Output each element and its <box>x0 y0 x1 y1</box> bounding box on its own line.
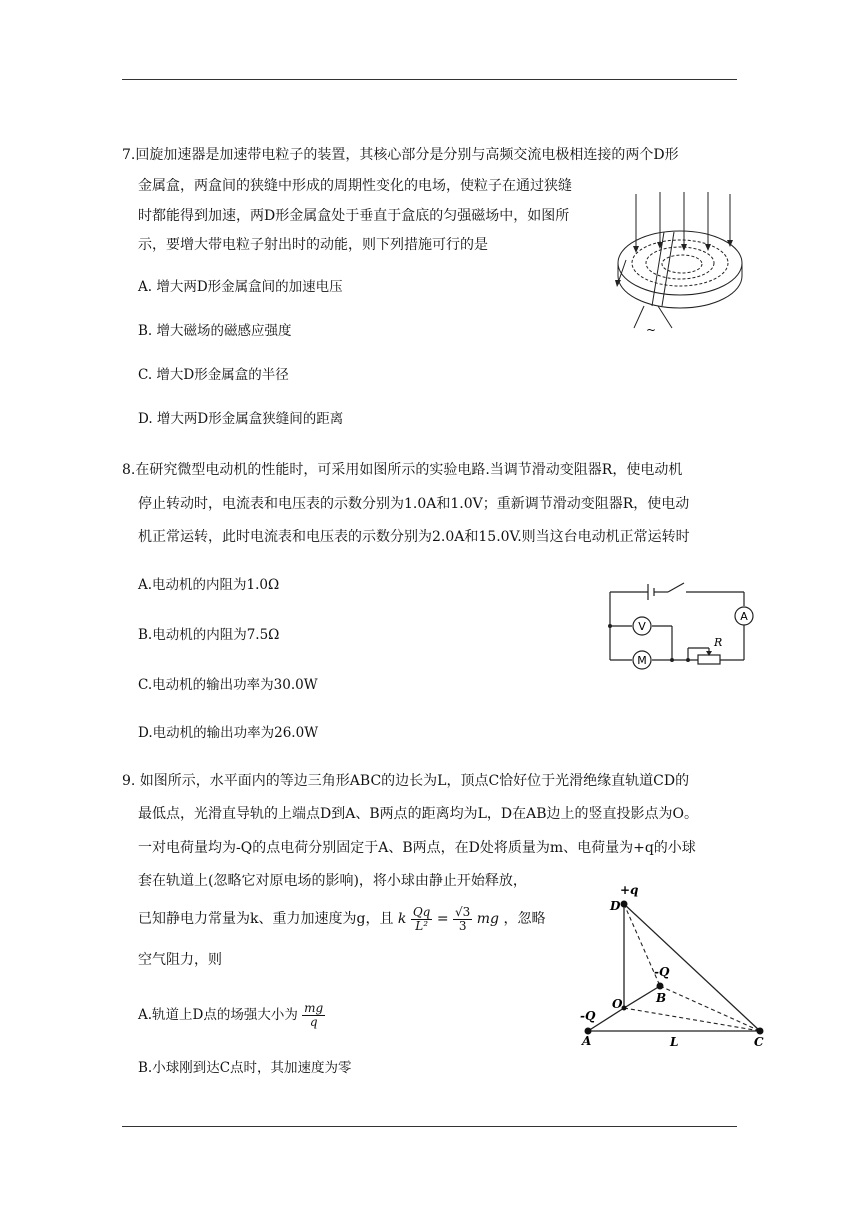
formula-den: L² <box>415 918 428 933</box>
q9-option-a-prefix: A.轨道上D点的场强大小为 <box>138 1007 298 1023</box>
q8-line-2: 停止转动时，电流表和电压表的示数分别为1.0A和1.0V；重新调节滑动变阻器R，使电动 <box>138 496 690 512</box>
motor-label: M <box>637 654 647 667</box>
q7-option-a: A. 增大两D形金属盒间的加速电压 <box>138 279 343 295</box>
q9-line-5 <box>138 904 545 934</box>
header-rule <box>122 79 737 80</box>
q9-line-4: 套在轨道上(忽略它对原电场的影响)，将小球由静止开始释放， <box>138 873 527 889</box>
q7-line-3: 时都能得到加速，两D形金属盒处于垂直于盒底的匀强磁场中，如图所 <box>138 208 570 224</box>
q8-option-d: D.电动机的输出功率为26.0W <box>138 725 319 741</box>
triangle-figure <box>578 880 768 1050</box>
label-o: O <box>612 997 623 1011</box>
q7-line-4: 示，要增大带电粒子射出时的动能，则下列措施可行的是 <box>138 237 488 253</box>
q9-option-a <box>138 1000 325 1030</box>
q9-line-3: 一对电荷量均为-Q的点电荷分别固定于A、B两点，在D处将质量为m、电荷量为+q的小球 <box>138 840 696 856</box>
q9-line-1: 9. 如图所示，水平面内的等边三角形ABC的边长为L，顶点C恰好位于光滑绝缘直轨道CD的 <box>122 773 690 789</box>
q9-line-2: 最低点，光滑直导轨的上端点D到A、B两点的距离均为L，D在AB边上的竖直投影点为O。 <box>138 806 699 822</box>
label-d: D <box>610 899 621 913</box>
label-c: C <box>754 1035 764 1049</box>
q9-line-6: 空气阻力，则 <box>138 952 222 968</box>
circuit-figure <box>604 580 766 670</box>
q9-line-5-suffix: ，忽略 <box>503 911 546 927</box>
q9-line-5-prefix: 已知静电力常量为k、重力加速度为g，且 <box>138 911 394 927</box>
q7-option-d: D. 增大两D形金属盒狭缝间的距离 <box>138 411 344 427</box>
q9-option-a-num: mg <box>304 1001 324 1015</box>
q8-line-3: 机正常运转，此时电流表和电压表的示数分别为2.0A和15.0V.则当这台电动机正常运转时 <box>138 529 690 545</box>
label-minus-q-b: -Q <box>654 965 670 979</box>
formula-num: Qq <box>412 904 431 919</box>
label-b: B <box>656 991 667 1005</box>
formula-frac-sqrt3 <box>453 906 472 933</box>
label-minus-q-a: -Q <box>580 1009 596 1023</box>
footer-rule <box>122 1126 737 1127</box>
q7-option-b: B. 增大磁场的磁感应强度 <box>138 323 292 339</box>
q8-line-1: 8.在研究微型电动机的性能时，可采用如图所示的实验电路.当调节滑动变阻器R，使电动机 <box>122 462 683 478</box>
cyclotron-figure <box>612 188 752 338</box>
q9-option-a-frac <box>302 1002 325 1029</box>
q9-option-a-den: q <box>309 1015 318 1029</box>
label-l: L <box>670 1035 679 1049</box>
ammeter-label: A <box>740 610 748 623</box>
q9-option-b: B.小球刚到达C点时，其加速度为零 <box>138 1060 352 1076</box>
voltmeter-label: V <box>638 620 646 633</box>
q8-option-b: B.电动机的内阻为7.5Ω <box>138 627 280 643</box>
q8-option-c: C.电动机的输出功率为30.0W <box>138 677 318 693</box>
ac-source-label: ~ <box>646 323 657 337</box>
formula-sqrt-num: √3 <box>455 904 471 919</box>
q7-line-2: 金属盒，两盒间的狭缝中形成的周期性变化的电场，使粒子在通过狭缝 <box>138 178 572 194</box>
resistor-label: R <box>714 636 723 649</box>
formula-mg: mg <box>476 911 499 927</box>
q8-option-a: A.电动机的内阻为1.0Ω <box>138 577 280 593</box>
label-plus-q: +q <box>620 883 639 897</box>
formula-sqrt-den: 3 <box>458 918 467 933</box>
formula-frac-qq <box>411 906 433 933</box>
formula-k: k <box>397 911 407 927</box>
q7-line-1: 7.回旋加速器是加速带电粒子的装置，其核心部分是分别与高频交流电极相连接的两个D形 <box>122 147 679 163</box>
formula-eq: = <box>436 911 449 927</box>
label-a: A <box>582 1034 592 1048</box>
q7-option-c: C. 增大D形金属盒的半径 <box>138 367 289 383</box>
